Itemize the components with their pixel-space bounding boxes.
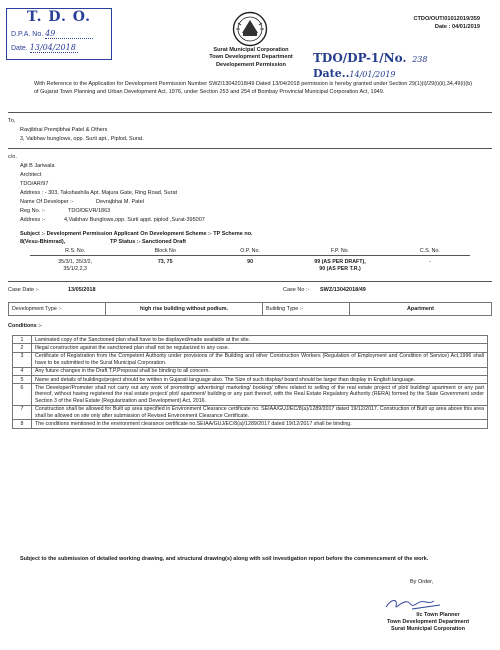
condition-text: Certificate of Registration from the Competent Authority under provisions of the Building and other Construction Workers (Regulation of Employment and Condition of Service) Act,1996 shall have to be submitted to the Surat Municipal Corporation. bbox=[32, 352, 488, 367]
tdo-number-stamp bbox=[313, 47, 427, 80]
stamp-title: T. D. O. bbox=[27, 9, 91, 25]
to-address: 3, Vaibhav bunglows, opp. Surti apt., Piplod, Surat. bbox=[20, 136, 144, 142]
survey-header-row bbox=[30, 248, 470, 255]
org-department: Town Development Department bbox=[209, 54, 293, 61]
condition-number: 4 bbox=[13, 367, 32, 375]
condition-row bbox=[13, 384, 488, 405]
co-address: Address : - 303, Takshashila Apt. Majura Gate, Ring Road, Surat bbox=[20, 190, 178, 196]
to-label: To, bbox=[8, 118, 16, 124]
condition-text: Name and details of buildings/project should be written in Gujarati language also. The Size of such display/ board should be larger than display in English language. bbox=[32, 376, 488, 384]
smc-emblem-icon bbox=[232, 11, 268, 47]
by-order: By Order, bbox=[410, 579, 434, 585]
reg-label: Reg No. :- bbox=[20, 208, 46, 214]
cell-op: 90 bbox=[247, 258, 254, 265]
signatory-role: I/c Town Planner bbox=[416, 612, 460, 618]
developer-name: Devrajbhai M. Patel bbox=[96, 199, 144, 205]
divider bbox=[8, 112, 492, 113]
signatory-department: Town Development Department bbox=[386, 619, 470, 625]
organization-header bbox=[195, 47, 307, 69]
condition-row bbox=[13, 352, 488, 367]
subject-line: Subject :- Development Permission Applicant On Development Scheme :- TP Scheme no. bbox=[20, 231, 253, 237]
stamp-date-line bbox=[11, 43, 78, 53]
rs-line: 35/1/2,2,3 bbox=[63, 265, 87, 272]
co-code: TDO/AR/97 bbox=[20, 181, 49, 187]
dev-type-label: Development Type :- bbox=[9, 303, 106, 316]
cell-block: 73, 75 bbox=[157, 258, 173, 265]
condition-text: Laminated copy of the Sanctioned plan shall have to be displayed/made available at the site. bbox=[32, 336, 488, 344]
intro-paragraph: With Reference to the Application for Development Permission Number SWZ/13042018/49 Dated 13/04/2018 permission is hereby granted under Section 29(1)(i)/29(i)(ii),34,49(i)(b) of Gujarat Town Planning and Urban Development Act, 1976, under Section 253 and 254 of Bombay Provincial Municipal Corporation Act, 1949. bbox=[34, 81, 473, 95]
case-no-value: SWZ/13042018/49 bbox=[320, 287, 366, 293]
tdo-date-label: Date.. bbox=[313, 67, 350, 80]
to-name: Ravjibhai Premjibhai Patel & Others bbox=[20, 127, 108, 133]
conditions-label: Conditions :- bbox=[8, 323, 42, 329]
divider bbox=[8, 148, 492, 149]
condition-number: 2 bbox=[13, 344, 32, 352]
condition-row bbox=[13, 336, 488, 344]
reg-number: TDO/DEVR/1863 bbox=[68, 208, 111, 214]
condition-text: Construction shall be allowed for Built up area specified in Environment Clearance certificate no. SEIAA/GUJ/EC/8(a)/1289/2017 dated 19/12/2017. Construction of Built up area above this area shall be allowed on site only after submission of Revised Environment Clearance Certificate. bbox=[32, 405, 488, 420]
condition-number: 1 bbox=[13, 336, 32, 344]
stamp-pa-value: 49 bbox=[45, 29, 93, 39]
case-date-value: 13/05/2018 bbox=[68, 287, 96, 293]
co-name: Ajit B Jariwala bbox=[20, 163, 55, 169]
condition-number: 7 bbox=[13, 405, 32, 420]
reference-number: CTDO/OUT/01012019/359 bbox=[413, 16, 480, 22]
condition-number: 8 bbox=[13, 420, 32, 428]
survey-table bbox=[30, 248, 470, 272]
subject-scheme: 8(Vesu-Bhimrad), bbox=[20, 239, 66, 245]
header-cs: C.S. No. bbox=[390, 248, 470, 255]
case-date-label: Case Date :- bbox=[8, 287, 39, 293]
stamp-date-value: 13/04/2018 bbox=[29, 43, 76, 52]
condition-row bbox=[13, 344, 488, 352]
fp-line: 99 (AS PER DRAFT), bbox=[314, 258, 366, 265]
condition-number: 3 bbox=[13, 352, 32, 367]
stamp-date-label: Date. bbox=[11, 45, 28, 52]
address2-label: Address :- bbox=[20, 217, 46, 223]
header-block: Block No bbox=[120, 248, 210, 255]
rs-line: 35/3/1, 35/3/2, bbox=[58, 258, 93, 265]
development-type-row bbox=[9, 303, 492, 316]
tdo-stamp bbox=[6, 8, 112, 60]
address2-value: 4,Vaibhav Bunglows,opp. Surti appt. piplod ,Surat-395007 bbox=[64, 217, 205, 223]
survey-data-row bbox=[30, 255, 470, 272]
case-no-label: Case No :- bbox=[283, 287, 310, 293]
stamp-pa-line bbox=[11, 29, 93, 39]
condition-text: The Developer/Promoter shall not carry out any work of promoting/ advertising/ marketing/ booking/ offers related to selling of the real estate project of plot/ building/ apartment or any part thereof, without having registered the real estate project/ plot/ apartment/ building or any part thereof, with the Real Estate Regulatory Authority (RERA) formed by the State Government under Section 3 of the Real Estate (Regularization and Development) Act, 2016. bbox=[32, 384, 488, 405]
conditions-table bbox=[12, 335, 488, 429]
header-rs: R.S. No. bbox=[30, 248, 120, 255]
org-section: Developement Permission bbox=[216, 61, 286, 68]
tdo-number: 238 bbox=[412, 55, 428, 64]
building-type-label: Building Type :- bbox=[263, 303, 350, 316]
condition-number: 5 bbox=[13, 376, 32, 384]
stamp-pa-label: D.P.A. No. bbox=[11, 31, 44, 38]
reference-block bbox=[413, 15, 480, 31]
org-name: Surat Municipal Corporation bbox=[213, 47, 289, 53]
condition-row bbox=[13, 376, 488, 384]
development-type-table bbox=[8, 302, 492, 316]
signature-icon bbox=[372, 596, 462, 612]
condition-number: 6 bbox=[13, 384, 32, 405]
condition-row bbox=[13, 420, 488, 428]
divider bbox=[8, 281, 492, 282]
condition-row bbox=[13, 367, 488, 375]
tdo-date-line bbox=[313, 67, 427, 80]
condition-text: Illegal construction against the sanctioned plan shall not be regularized in any case. bbox=[32, 344, 488, 352]
signatory-organization: Surat Municipal Corporation bbox=[391, 626, 465, 632]
co-label: c/o. bbox=[8, 154, 17, 160]
developer-label: Name Of Developer :- bbox=[20, 199, 74, 205]
tdo-date-value: 14/01/2019 bbox=[349, 70, 396, 79]
tdo-prefix: TDO/DP-1/No. bbox=[313, 51, 407, 65]
footer-note: Subject to the submission of detailed working drawing, and structural drawing(s) along with soil investigation report before the commencement of the work. bbox=[20, 556, 429, 562]
dev-type-value: high rise building without podium. bbox=[106, 303, 263, 316]
cell-rs bbox=[30, 255, 120, 272]
reference-date: Date : 04/01/2019 bbox=[434, 24, 480, 30]
cell-fp bbox=[290, 255, 390, 272]
header-fp: F.P. No. bbox=[290, 248, 390, 255]
condition-text: Any future changes in the Draft T.P.Proposal shall be binding to all concern. bbox=[32, 367, 488, 375]
header-op: O.P. No. bbox=[210, 248, 290, 255]
condition-row bbox=[13, 405, 488, 420]
subject-tp-status: TP Status :- Sanctioned Draft bbox=[110, 239, 186, 245]
condition-text: The conditions mentioned in the environment clearance certificate no.SEIAA/GUJ/EC/8(a)/1289/2017 dated 19/12/2017 shall be binding. bbox=[32, 420, 488, 428]
cell-cs: - bbox=[429, 258, 431, 265]
fp-line: 90 (AS PER T.R.) bbox=[319, 265, 361, 272]
building-type-value: Apartment bbox=[350, 303, 492, 316]
co-role: Architect bbox=[20, 172, 42, 178]
